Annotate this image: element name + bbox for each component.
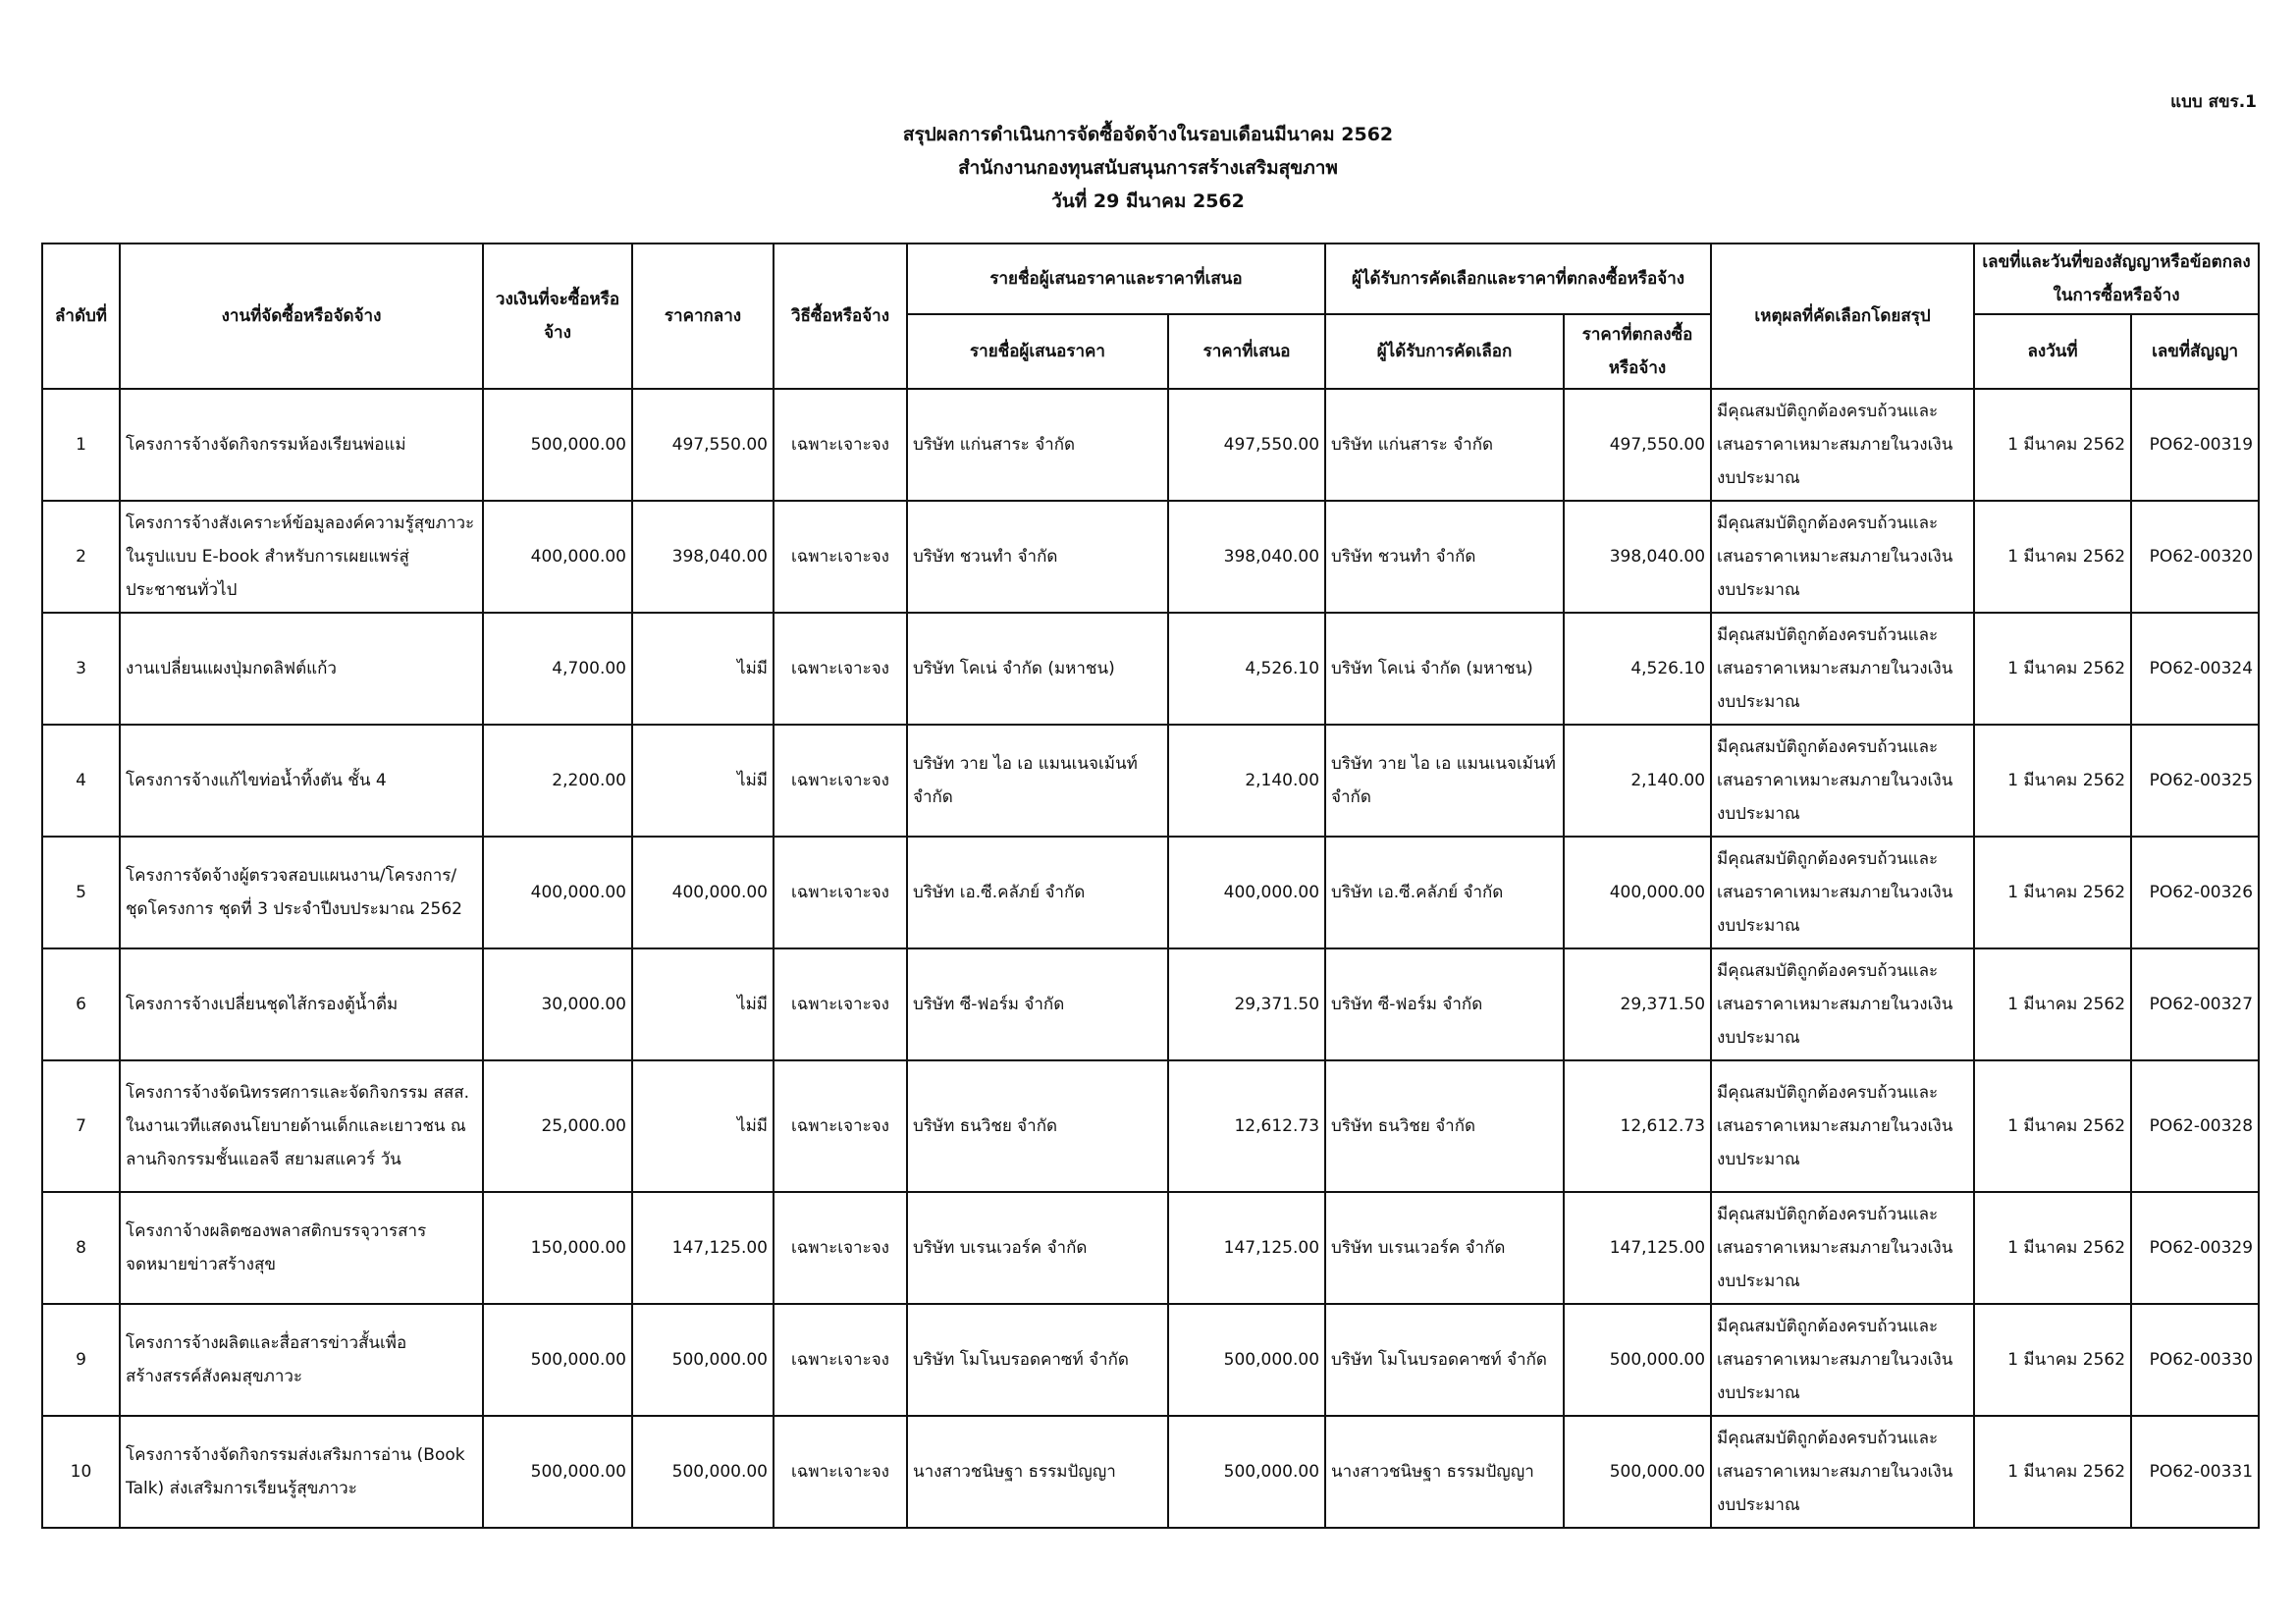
row-budget: 500,000.00 [483, 389, 632, 501]
header-method: วิธีซื้อหรือจ้าง [774, 244, 907, 389]
row-item: โครงการจัดจ้างผู้ตรวจสอบแผนงาน/โครงการ/ชุดโครงการ ชุดที่ 3 ประจำปีงบประมาณ 2562 [120, 837, 483, 948]
organization-name: สำนักงานกองทุนสนับสนุนการสร้างเสริมสุขภาพ [958, 157, 1338, 179]
row-item: โครงการจ้างจัดนิทรรศการและจัดกิจกรรม สสส. ในงานเวทีแสดงนโยบายด้านเด็กและเยาวชน ณ ลานกิจกรรมชั้นแอลจี สยามสแควร์ วัน [120, 1060, 483, 1192]
document-title: สรุปผลการดำเนินการจัดซื้อจัดจ้างในรอบเดือนมีนาคม 2562 [902, 124, 1394, 145]
row-contract-date: 1 มีนาคม 2562 [1974, 1304, 2131, 1416]
table-row [42, 389, 2259, 501]
table-row [42, 725, 2259, 837]
row-contract-date: 1 มีนาคม 2562 [1974, 1192, 2131, 1304]
row-method: เฉพาะเจาะจง [774, 1304, 907, 1416]
row-median-price: 500,000.00 [632, 1304, 774, 1416]
row-agreed-price: 398,040.00 [1564, 501, 1711, 613]
row-method: เฉพาะเจาะจง [774, 1416, 907, 1528]
row-contract-date: 1 มีนาคม 2562 [1974, 1416, 2131, 1528]
row-method: เฉพาะเจาะจง [774, 613, 907, 725]
row-item: โครงการจ้างสังเคราะห์ข้อมูลองค์ความรู้สุขภาวะในรูปแบบ E-book สำหรับการเผยแพร่สู่ประชาชนทั่วไป [120, 501, 483, 613]
row-winner-name: บริษัท ซี-ฟอร์ม จำกัด [1325, 948, 1564, 1060]
row-winner-name: บริษัท บเรนเวอร์ค จำกัด [1325, 1192, 1564, 1304]
row-method: เฉพาะเจาะจง [774, 1192, 907, 1304]
table-row [42, 1192, 2259, 1304]
header-reason: เหตุผลที่คัดเลือกโดยสรุป [1711, 244, 1974, 389]
row-no: 9 [42, 1304, 120, 1416]
row-contract-date: 1 มีนาคม 2562 [1974, 501, 2131, 613]
row-contract-date: 1 มีนาคม 2562 [1974, 948, 2131, 1060]
row-agreed-price: 147,125.00 [1564, 1192, 1711, 1304]
row-agreed-price: 400,000.00 [1564, 837, 1711, 948]
row-bidder-name: บริษัท ชวนทำ จำกัด [907, 501, 1168, 613]
row-item: โครงการจ้างจัดกิจกรรมห้องเรียนพ่อแม่ [120, 389, 483, 501]
row-bidder-name: นางสาวชนิษฐา ธรรมปัญญา [907, 1416, 1168, 1528]
row-agreed-price: 29,371.50 [1564, 948, 1711, 1060]
row-bid-price: 400,000.00 [1168, 837, 1325, 948]
row-bid-price: 12,612.73 [1168, 1060, 1325, 1192]
row-median-price: 497,550.00 [632, 389, 774, 501]
row-contract-date: 1 มีนาคม 2562 [1974, 1060, 2131, 1192]
row-winner-name: บริษัท โคเน่ จำกัด (มหาชน) [1325, 613, 1564, 725]
row-item: โครงการจ้างแก้ไขท่อน้ำทิ้งตัน ชั้น 4 [120, 725, 483, 837]
header-median-price: ราคากลาง [632, 244, 774, 389]
row-winner-name: บริษัท วาย ไอ เอ แมนเนจเม้นท์ จำกัด [1325, 725, 1564, 837]
header-winner-group: ผู้ได้รับการคัดเลือกและราคาที่ตกลงซื้อหรือจ้าง [1325, 244, 1711, 314]
header-bid-price: ราคาที่เสนอ [1168, 314, 1325, 389]
row-no: 1 [42, 389, 120, 501]
header-item: งานที่จัดซื้อหรือจัดจ้าง [120, 244, 483, 389]
table-row [42, 837, 2259, 948]
row-no: 6 [42, 948, 120, 1060]
row-contract-date: 1 มีนาคม 2562 [1974, 389, 2131, 501]
row-reason: มีคุณสมบัติถูกต้องครบถ้วนและเสนอราคาเหมาะสมภายในวงเงินงบประมาณ [1711, 501, 1974, 613]
row-reason: มีคุณสมบัติถูกต้องครบถ้วนและเสนอราคาเหมาะสมภายในวงเงินงบประมาณ [1711, 948, 1974, 1060]
row-median-price: 147,125.00 [632, 1192, 774, 1304]
row-reason: มีคุณสมบัติถูกต้องครบถ้วนและเสนอราคาเหมาะสมภายในวงเงินงบประมาณ [1711, 837, 1974, 948]
row-budget: 2,200.00 [483, 725, 632, 837]
row-winner-name: บริษัท ชวนทำ จำกัด [1325, 501, 1564, 613]
header-budget: วงเงินที่จะซื้อหรือจ้าง [483, 244, 632, 389]
row-median-price: 398,040.00 [632, 501, 774, 613]
row-contract-no: PO62-00329 [2131, 1192, 2259, 1304]
row-median-price: 400,000.00 [632, 837, 774, 948]
row-agreed-price: 500,000.00 [1564, 1304, 1711, 1416]
row-contract-no: PO62-00324 [2131, 613, 2259, 725]
document-date: วันที่ 29 มีนาคม 2562 [1051, 190, 1245, 212]
header-winner-name: ผู้ได้รับการคัดเลือก [1325, 314, 1564, 389]
header-contract-date: ลงวันที่ [1974, 314, 2131, 389]
row-bid-price: 398,040.00 [1168, 501, 1325, 613]
table-row [42, 501, 2259, 613]
row-item: โครงการจ้างผลิตและสื่อสารข่าวสั้นเพื่อสร้างสรรค์สังคมสุขภาวะ [120, 1304, 483, 1416]
row-agreed-price: 2,140.00 [1564, 725, 1711, 837]
row-no: 4 [42, 725, 120, 837]
row-reason: มีคุณสมบัติถูกต้องครบถ้วนและเสนอราคาเหมาะสมภายในวงเงินงบประมาณ [1711, 1192, 1974, 1304]
row-winner-name: บริษัท แก่นสาระ จำกัด [1325, 389, 1564, 501]
row-no: 5 [42, 837, 120, 948]
row-reason: มีคุณสมบัติถูกต้องครบถ้วนและเสนอราคาเหมาะสมภายในวงเงินงบประมาณ [1711, 389, 1974, 501]
row-no: 10 [42, 1416, 120, 1528]
row-item: โครงการจ้างเปลี่ยนชุดไส้กรองตู้น้ำดื่ม [120, 948, 483, 1060]
row-contract-date: 1 มีนาคม 2562 [1974, 725, 2131, 837]
row-budget: 4,700.00 [483, 613, 632, 725]
row-reason: มีคุณสมบัติถูกต้องครบถ้วนและเสนอราคาเหมาะสมภายในวงเงินงบประมาณ [1711, 613, 1974, 725]
table-row [42, 1304, 2259, 1416]
row-budget: 150,000.00 [483, 1192, 632, 1304]
row-no: 3 [42, 613, 120, 725]
header-contract-no: เลขที่สัญญา [2131, 314, 2259, 389]
row-contract-no: PO62-00326 [2131, 837, 2259, 948]
row-contract-no: PO62-00320 [2131, 501, 2259, 613]
row-reason: มีคุณสมบัติถูกต้องครบถ้วนและเสนอราคาเหมาะสมภายในวงเงินงบประมาณ [1711, 725, 1974, 837]
row-reason: มีคุณสมบัติถูกต้องครบถ้วนและเสนอราคาเหมาะสมภายในวงเงินงบประมาณ [1711, 1304, 1974, 1416]
row-median-price: ไม่มี [632, 725, 774, 837]
form-code: แบบ สขร.1 [2170, 92, 2257, 112]
row-bidder-name: บริษัท โมโนบรอดคาซท์ จำกัด [907, 1304, 1168, 1416]
row-contract-no: PO62-00319 [2131, 389, 2259, 501]
table-row [42, 1060, 2259, 1192]
row-median-price: ไม่มี [632, 1060, 774, 1192]
row-agreed-price: 500,000.00 [1564, 1416, 1711, 1528]
row-bid-price: 500,000.00 [1168, 1304, 1325, 1416]
row-method: เฉพาะเจาะจง [774, 501, 907, 613]
row-agreed-price: 4,526.10 [1564, 613, 1711, 725]
row-bid-price: 497,550.00 [1168, 389, 1325, 501]
row-winner-name: บริษัท โมโนบรอดคาซท์ จำกัด [1325, 1304, 1564, 1416]
header-bidders-group: รายชื่อผู้เสนอราคาและราคาที่เสนอ [907, 244, 1325, 314]
row-method: เฉพาะเจาะจง [774, 725, 907, 837]
row-median-price: 500,000.00 [632, 1416, 774, 1528]
row-bidder-name: บริษัท วาย ไอ เอ แมนเนจเม้นท์ จำกัด [907, 725, 1168, 837]
table-row [42, 613, 2259, 725]
row-bid-price: 4,526.10 [1168, 613, 1325, 725]
row-bidder-name: บริษัท ซี-ฟอร์ม จำกัด [907, 948, 1168, 1060]
row-bid-price: 500,000.00 [1168, 1416, 1325, 1528]
row-bid-price: 29,371.50 [1168, 948, 1325, 1060]
row-bidder-name: บริษัท บเรนเวอร์ค จำกัด [907, 1192, 1168, 1304]
row-budget: 30,000.00 [483, 948, 632, 1060]
row-budget: 25,000.00 [483, 1060, 632, 1192]
row-no: 2 [42, 501, 120, 613]
row-method: เฉพาะเจาะจง [774, 389, 907, 501]
row-bidder-name: บริษัท แก่นสาระ จำกัด [907, 389, 1168, 501]
row-bidder-name: บริษัท เอ.ซี.คลัภย์ จำกัด [907, 837, 1168, 948]
row-contract-no: PO62-00328 [2131, 1060, 2259, 1192]
row-bid-price: 2,140.00 [1168, 725, 1325, 837]
row-reason: มีคุณสมบัติถูกต้องครบถ้วนและเสนอราคาเหมาะสมภายในวงเงินงบประมาณ [1711, 1416, 1974, 1528]
table-row [42, 948, 2259, 1060]
table-body [42, 389, 2259, 1528]
row-agreed-price: 497,550.00 [1564, 389, 1711, 501]
row-contract-no: PO62-00325 [2131, 725, 2259, 837]
header-agreed-price: ราคาที่ตกลงซื้อหรือจ้าง [1564, 314, 1711, 389]
row-budget: 500,000.00 [483, 1304, 632, 1416]
row-contract-no: PO62-00327 [2131, 948, 2259, 1060]
row-median-price: ไม่มี [632, 948, 774, 1060]
row-contract-date: 1 มีนาคม 2562 [1974, 837, 2131, 948]
row-agreed-price: 12,612.73 [1564, 1060, 1711, 1192]
procurement-summary-table [41, 243, 2260, 1529]
row-median-price: ไม่มี [632, 613, 774, 725]
row-item: โครงการจ้างจัดกิจกรรมส่งเสริมการอ่าน (Book Talk) ส่งเสริมการเรียนรู้สุขภาวะ [120, 1416, 483, 1528]
row-reason: มีคุณสมบัติถูกต้องครบถ้วนและเสนอราคาเหมาะสมภายในวงเงินงบประมาณ [1711, 1060, 1974, 1192]
row-budget: 400,000.00 [483, 837, 632, 948]
row-item: โครงกาจ้างผลิตซองพลาสติกบรรจุวารสารจดหมายข่าวสร้างสุข [120, 1192, 483, 1304]
row-bid-price: 147,125.00 [1168, 1192, 1325, 1304]
header-no: ลำดับที่ [42, 244, 120, 389]
row-method: เฉพาะเจาะจง [774, 837, 907, 948]
row-method: เฉพาะเจาะจง [774, 1060, 907, 1192]
row-winner-name: บริษัท ธนวิชย จำกัด [1325, 1060, 1564, 1192]
row-budget: 500,000.00 [483, 1416, 632, 1528]
row-budget: 400,000.00 [483, 501, 632, 613]
row-winner-name: บริษัท เอ.ซี.คลัภย์ จำกัด [1325, 837, 1564, 948]
row-winner-name: นางสาวชนิษฐา ธรรมปัญญา [1325, 1416, 1564, 1528]
header-contract-group: เลขที่และวันที่ของสัญญาหรือข้อตกลงในการซื้อหรือจ้าง [1974, 244, 2259, 314]
table-row [42, 1416, 2259, 1528]
row-contract-no: PO62-00330 [2131, 1304, 2259, 1416]
table-header [42, 244, 2259, 389]
row-bidder-name: บริษัท ธนวิชย จำกัด [907, 1060, 1168, 1192]
row-item: งานเปลี่ยนแผงปุ่มกดลิฟต์แก้ว [120, 613, 483, 725]
row-no: 8 [42, 1192, 120, 1304]
row-contract-date: 1 มีนาคม 2562 [1974, 613, 2131, 725]
row-contract-no: PO62-00331 [2131, 1416, 2259, 1528]
row-method: เฉพาะเจาะจง [774, 948, 907, 1060]
row-bidder-name: บริษัท โคเน่ จำกัด (มหาชน) [907, 613, 1168, 725]
header-bidder-name: รายชื่อผู้เสนอราคา [907, 314, 1168, 389]
row-no: 7 [42, 1060, 120, 1192]
document-title-block [0, 118, 2296, 218]
